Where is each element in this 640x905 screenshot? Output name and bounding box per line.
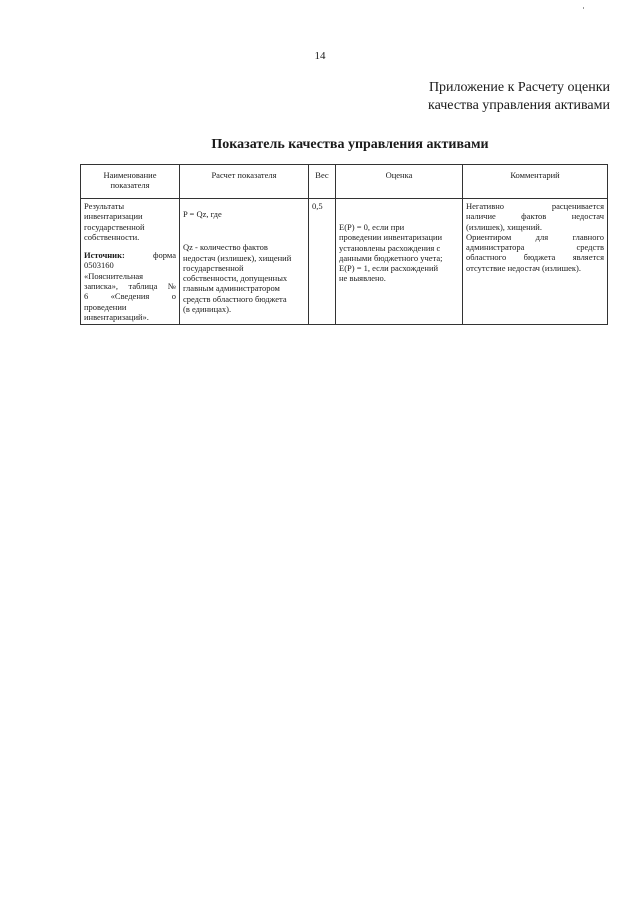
comment-line: (излишек), хищений.	[466, 221, 542, 232]
formula-desc-line: Qz - количество фактов	[183, 242, 268, 253]
cell-score	[336, 199, 463, 325]
table-row	[81, 199, 608, 325]
table-header-row	[81, 165, 608, 199]
header-calculation: Расчет показателя	[180, 165, 309, 199]
annex-note	[428, 79, 610, 115]
indicator-table	[80, 164, 608, 325]
header-name: Наименование показателя	[81, 165, 180, 199]
formula-desc-line: главным администратором	[183, 283, 280, 294]
name-line: собственности.	[84, 231, 140, 242]
formula-desc-line: государственной	[183, 262, 244, 273]
scan-mark	[583, 7, 584, 9]
source-line: записка», таблица №	[84, 281, 176, 292]
name-line: государственной	[84, 221, 145, 232]
source-line: 0503160	[84, 260, 114, 271]
score-line: проведении инвентаризации	[339, 232, 443, 243]
score-line: не выявлено.	[339, 273, 386, 284]
name-line: Результаты	[84, 201, 125, 211]
header-comment: Комментарий	[463, 165, 608, 199]
formula-desc-line: собственности, допущенных	[183, 273, 288, 284]
formula-desc-line: средств областного бюджета	[183, 293, 287, 304]
weight-value: 0,5	[312, 201, 323, 211]
formula-desc-line: недостач (излишек), хищений	[183, 252, 292, 263]
page-number: 14	[314, 50, 326, 62]
cell-weight	[309, 199, 336, 325]
source-line: проведении	[84, 301, 127, 312]
formula-desc-line: (в единицах).	[183, 304, 232, 315]
formula: P = Qz, где	[183, 209, 222, 219]
document-title: Показатель качества управления активами	[211, 137, 489, 152]
source-line: инвентаризаций».	[84, 311, 149, 322]
comment-line: администратора средств	[466, 242, 604, 253]
cell-indicator-name	[81, 199, 180, 325]
source-label: Источник:	[84, 250, 125, 261]
source-line: «Пояснительная	[84, 270, 144, 281]
source-line: 6 «Сведения о	[84, 291, 176, 302]
comment-line: отсутствие недостач (излишек).	[466, 262, 581, 273]
cell-comment	[463, 199, 608, 325]
source-line	[84, 250, 176, 260]
annex-line-1: Приложение к Расчету оценки	[428, 80, 610, 95]
header-weight: Вес	[309, 165, 336, 199]
comment-line: Ориентиром для главного	[466, 231, 604, 242]
comment-line: областного бюджета является	[466, 252, 604, 263]
source-word: форма	[153, 250, 176, 261]
annex-line-2: качества управления активами	[427, 98, 610, 113]
comment-line: наличие фактов недостач	[466, 211, 604, 222]
cell-calculation	[180, 199, 309, 325]
name-line: инвентаризации	[84, 211, 143, 222]
comment-line: Негативно расценивается	[466, 201, 604, 211]
score-line: данными бюджетного учета;	[339, 252, 443, 263]
score-line: E(P) = 0, если при	[339, 222, 405, 232]
header-score: Оценка	[336, 165, 463, 199]
score-line: установлены расхождения с	[339, 242, 441, 253]
score-line: E(P) = 1, если расхождений	[339, 263, 439, 274]
